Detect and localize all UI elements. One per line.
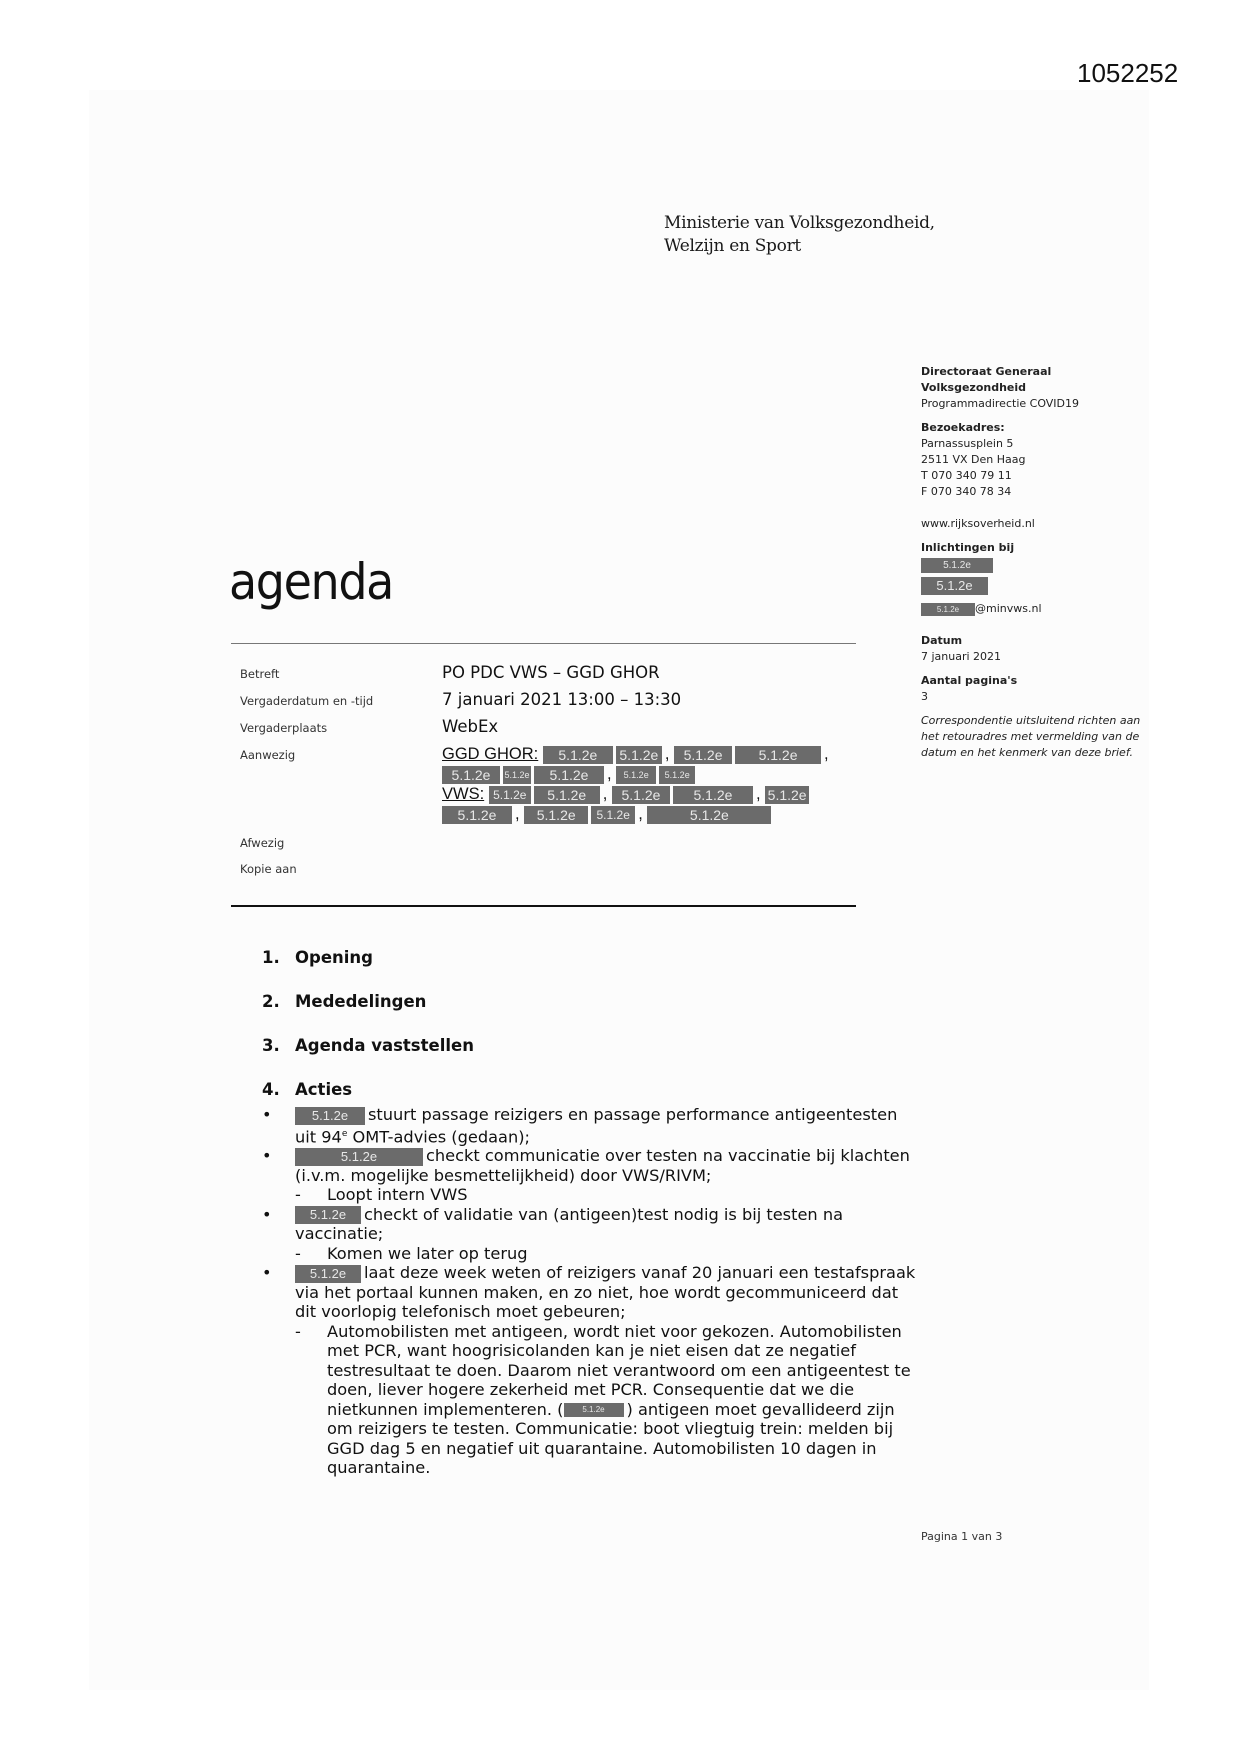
subject-row	[240, 663, 860, 690]
pages-value: 3	[921, 690, 928, 703]
action-item: • 5.1.2e laat deze week weten of reizigers vanaf 20 januari een testafspraak via het portaal kunnen maken, en zo niet, hoe wordt gecommuniceerd dat dit voorlopig telefonisch moet gebeuren;	[262, 1263, 916, 1322]
divider-top	[231, 643, 856, 644]
present-row	[240, 744, 860, 824]
attendee-group-ggd: GGD GHOR:	[442, 745, 539, 763]
action-item: • 5.1.2e stuurt passage reizigers en passage performance antigeentesten uit 94e OMT-advies (gedaan);	[262, 1105, 898, 1146]
visit-address-label: Bezoekadres:	[921, 421, 1005, 434]
redaction-box: 5.1.2e	[489, 786, 531, 804]
bullet-icon: •	[262, 1105, 272, 1124]
dash-icon: -	[295, 1185, 301, 1205]
redaction-box: 5.1.2e	[295, 1107, 365, 1125]
website-link[interactable]: www.rijksoverheid.nl	[921, 517, 1035, 530]
datetime-label: Vergaderdatum en -tijd	[240, 694, 374, 708]
redaction-box: 5.1.2e	[442, 806, 512, 824]
attendees: GGD GHOR: 5.1.2e 5.1.2e , 5.1.2e 5.1.2e , 5.1.2e 5.1.2e 5.1.2e , 5.1.2e 5.1.2e VWS: 5.1.2e 5.1.2e , 5.1.2e 5.1.2e , 5.1.2e 5.1.2e , 5.1.2e 5.1.2e , 5.1.2e	[442, 745, 829, 823]
redaction-box: 5.1.2e	[674, 746, 732, 764]
bullet-icon: •	[262, 1146, 272, 1166]
redaction-box: 5.1.2e	[921, 577, 988, 595]
fax: F 070 340 78 34	[921, 485, 1012, 498]
date-label: Datum	[921, 634, 963, 647]
absent-row	[240, 832, 860, 850]
agenda-item: 2. Mededelingen	[262, 992, 427, 1011]
sender-sidebar	[921, 364, 1151, 761]
redaction-box: 5.1.2e	[765, 786, 809, 804]
redaction-box: 5.1.2e	[524, 806, 588, 824]
copy-row	[240, 858, 860, 876]
redaction-box: 5.1.2e	[735, 746, 821, 764]
ministry-logo-text	[664, 212, 935, 258]
info-label: Inlichtingen bij	[921, 541, 1015, 554]
redaction-box: 5.1.2e	[295, 1206, 361, 1224]
action-item: • 5.1.2e checkt of validatie van (antigeen)test nodig is bij testen na vaccinatie;	[262, 1204, 843, 1244]
dept-line-3: Programmadirectie COVID19	[921, 397, 1080, 410]
redaction-box: 5.1.2e	[673, 786, 753, 804]
action-subitem: - Loopt intern VWS	[295, 1185, 468, 1205]
copy-label: Kopie aan	[240, 862, 297, 876]
redaction-box: 5.1.2e	[503, 766, 531, 784]
redaction-box: 5.1.2e	[564, 1403, 624, 1417]
redaction-box: 5.1.2e	[442, 766, 500, 784]
correspondence-note: Correspondentie uitsluitend richten aan het retouradres met vermelding van de datum en het kenmerk van deze brief.	[921, 714, 1141, 759]
ministry-line-1: Ministerie van Volksgezondheid,	[664, 213, 935, 233]
redaction-box: 5.1.2e	[543, 746, 613, 764]
dash-icon: -	[295, 1243, 301, 1263]
place-value: WebEx	[442, 717, 499, 736]
subject-label: Betreft	[240, 667, 280, 681]
dept-line-2: Volksgezondheid	[921, 381, 1027, 394]
agenda-item: 4. Acties	[262, 1080, 353, 1099]
attendee-group-vws: VWS:	[442, 785, 485, 803]
absent-label: Afwezig	[240, 836, 285, 850]
phone: T 070 340 79 11	[921, 469, 1012, 482]
redaction-box: 5.1.2e	[616, 766, 656, 784]
action-item: • 5.1.2e checkt communicatie over testen na vaccinatie bij klachten (i.v.m. mogelijke besmettelijkheid) door VWS/RIVM;	[262, 1146, 910, 1185]
action-list	[262, 1105, 922, 1478]
redaction-box: 5.1.2e	[295, 1265, 361, 1283]
email-suffix: @minvws.nl	[975, 602, 1042, 615]
date-value: 7 januari 2021	[921, 650, 1002, 663]
document-id: 1052252	[1077, 58, 1179, 88]
redaction-box: 5.1.2e	[659, 766, 695, 784]
redaction-box: 5.1.2e	[647, 806, 771, 824]
page-title: agenda	[229, 553, 393, 611]
redaction-box: 5.1.2e	[591, 806, 635, 824]
agenda-item: 1. Opening	[262, 948, 373, 967]
bullet-icon: •	[262, 1263, 272, 1283]
address-line-1: Parnassusplein 5	[921, 437, 1014, 450]
redaction-box: 5.1.2e	[921, 558, 993, 573]
agenda-item: 3. Agenda vaststellen	[262, 1036, 474, 1055]
datetime-row	[240, 690, 860, 717]
bullet-icon: •	[262, 1204, 272, 1224]
present-label: Aanwezig	[240, 748, 296, 762]
place-row	[240, 717, 860, 744]
pages-label: Aantal pagina's	[921, 674, 1018, 687]
meeting-details	[240, 663, 860, 876]
address-line-2: 2511 VX Den Haag	[921, 453, 1026, 466]
place-label: Vergaderplaats	[240, 721, 328, 735]
page-number: Pagina 1 van 3	[921, 1530, 1003, 1543]
dept-line-1: Directoraat Generaal	[921, 365, 1052, 378]
redaction-box: 5.1.2e	[921, 603, 975, 616]
action-subitem: - Komen we later op terug	[295, 1243, 528, 1263]
ministry-line-2: Welzijn en Sport	[664, 236, 801, 256]
redaction-box: 5.1.2e	[534, 766, 604, 784]
dash-icon: -	[295, 1321, 301, 1341]
redaction-box: 5.1.2e	[295, 1148, 423, 1166]
divider-bottom	[231, 905, 856, 907]
subject-value: PO PDC VWS – GGD GHOR	[442, 663, 660, 682]
redaction-box: 5.1.2e	[534, 786, 600, 804]
action-subitem: - Automobilisten met antigeen, wordt niet voor gekozen. Automobilisten met PCR, want hoogrisicolanden kan je niet eisen dat ze negatief testresultaat te doen. Daarom niet verantwoord om een antigeentest te doen, liever hogere zekerheid met PCR. Consequentie dat we die nietkunnen implementeren. ( 5.1.2e ) antigeen moet gevallideerd zijn om reizigers te testen. Communicatie: boot vliegtuig trein: melden bij GGD dag 5 en negatief uit quarantaine. Automobilisten 10 dagen in quarantaine.	[295, 1321, 911, 1478]
redaction-box: 5.1.2e	[616, 746, 662, 764]
datetime-value: 7 januari 2021 13:00 – 13:30	[442, 690, 682, 709]
redaction-box: 5.1.2e	[612, 786, 670, 804]
agenda-items	[262, 948, 474, 1124]
